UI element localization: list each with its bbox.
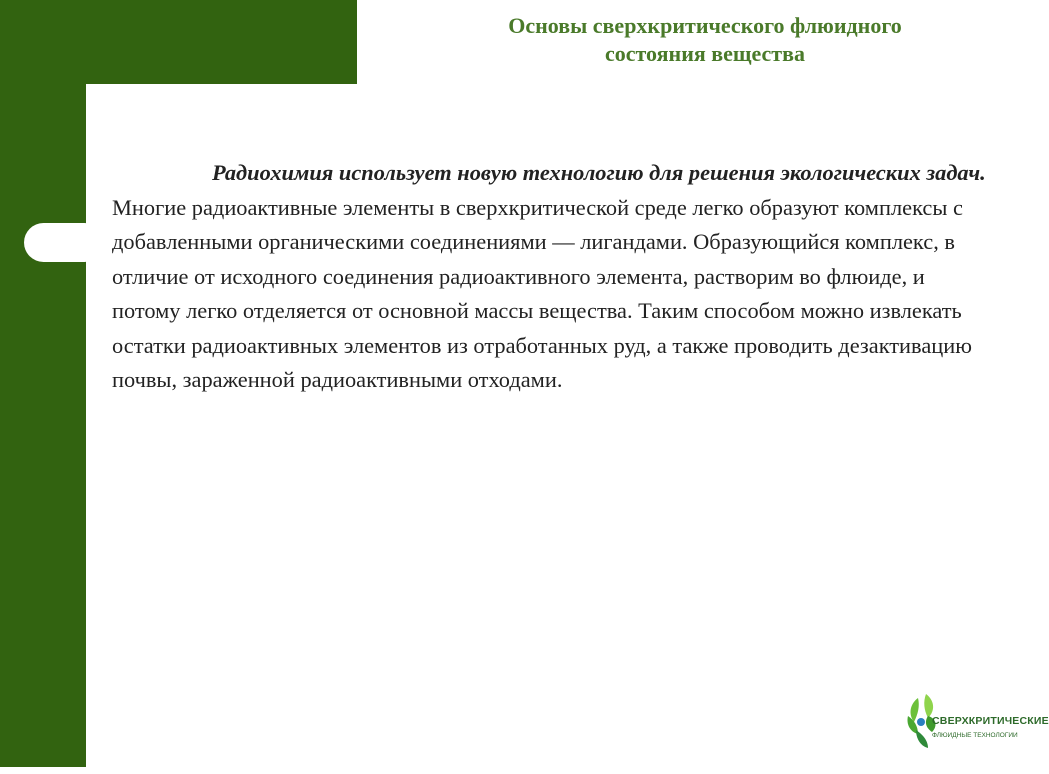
body-text: Многие радиоактивные элементы в сверхкритической среде легко образуют комплексы с добавленными органическими соединениями — лигандами. Образующийся комплекс, в отличие от исходного соединения радиоактивного элемента, растворим во флюиде, и потому легко отделяется от основной массы вещества. Таким способом можно извлекать остатки радиоактивных элементов из отработанных руд, а также проводить дезактивацию почвы, зараженной радиоактивными отходами.: [112, 194, 972, 392]
logo-title: СВЕРХКРИТИЧЕСКИЕ: [932, 715, 1049, 727]
body-paragraph: [112, 156, 992, 398]
slide-title: [380, 12, 1030, 68]
title-line-1: Основы сверхкритического флюидного: [508, 13, 902, 38]
side-tab: [24, 223, 104, 262]
body-lead: Радиохимия использует новую технологию для решения экологических задач.: [212, 160, 986, 185]
logo-subtitle: ФЛЮИДНЫЕ ТЕХНОЛОГИИ: [932, 732, 1018, 739]
green-side-panel: [0, 0, 86, 767]
title-line-2: состояния вещества: [605, 41, 805, 66]
green-top-block: [0, 0, 357, 84]
